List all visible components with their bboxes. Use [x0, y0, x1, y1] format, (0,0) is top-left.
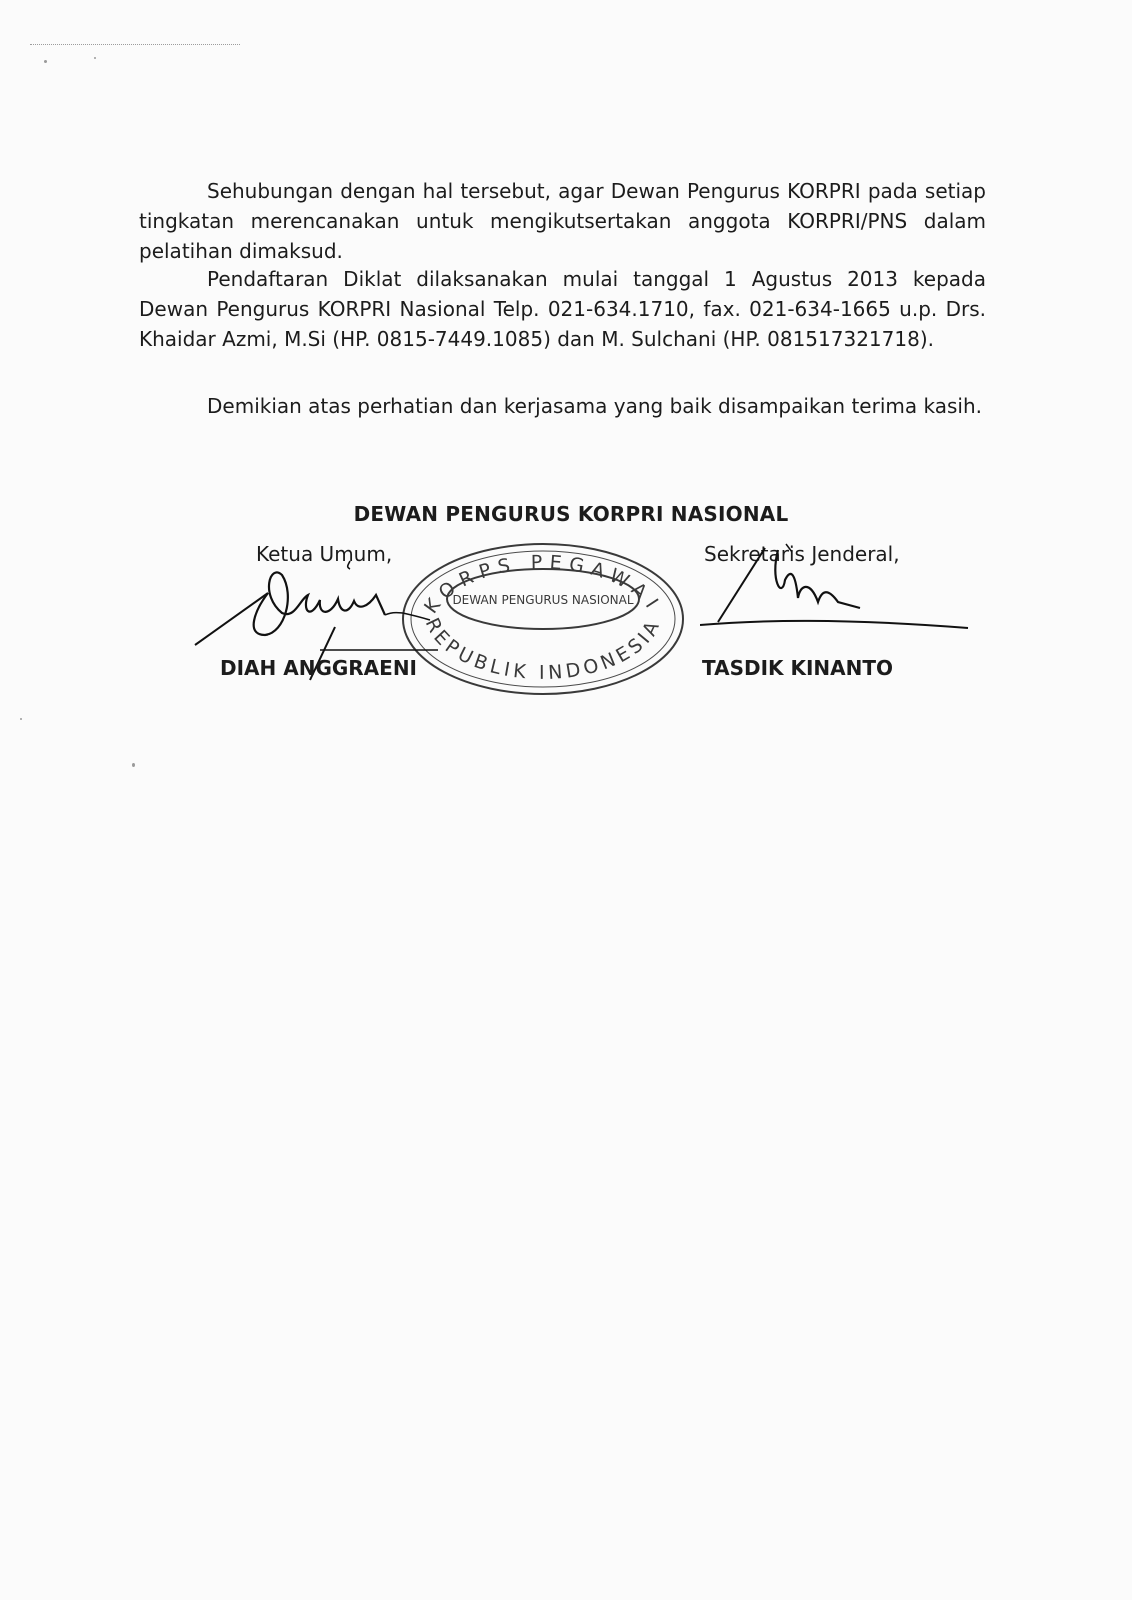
stamp-center-text: DEWAN PENGURUS NASIONAL — [452, 593, 634, 607]
right-signature — [700, 540, 970, 650]
right-signatory-name: TASDIK KINANTO — [702, 656, 894, 680]
body-paragraph-1: Sehubungan dengan hal tersebut, agar Dewan Pengurus KORPRI pada setiap tingkatan merencanakan untuk mengikutsertakan anggota KORPRI/PNS dalam pelatihan dimaksud. — [139, 179, 986, 263]
stamp-bottom-text: REPUBLIK INDONESIA — [420, 614, 666, 685]
organization-heading: DEWAN PENGURUS KORPRI NASIONAL — [353, 502, 789, 526]
body-paragraph-2: Pendaftaran Diklat dilaksanakan mulai tanggal 1 Agustus 2013 kepada Dewan Pengurus KORPRI Nasional Telp. 021-634.1710, fax. 021-634-1665 u.p. Drs. Khaidar Azmi, M.Si (HP. 0815-7449.1085) dan M. Sulchani (HP. 081517321718). — [139, 267, 986, 351]
scan-speck — [44, 60, 47, 63]
scan-speck — [94, 57, 96, 59]
stamp-top-text: KORPS PEGAWAI — [420, 551, 667, 618]
body-paragraph-3: Demikian atas perhatian dan kerjasama yang baik disampaikan terima kasih. — [207, 394, 982, 418]
scan-speck — [132, 763, 135, 767]
scan-artifact-dots — [30, 44, 240, 47]
right-signatory-role: Sekretaris Jenderal, — [704, 542, 900, 566]
left-signatory-name: DIAH ANGGRAENI — [220, 656, 417, 680]
scan-speck — [20, 718, 22, 720]
left-signatory-role: Ketua Umum, — [256, 542, 393, 566]
